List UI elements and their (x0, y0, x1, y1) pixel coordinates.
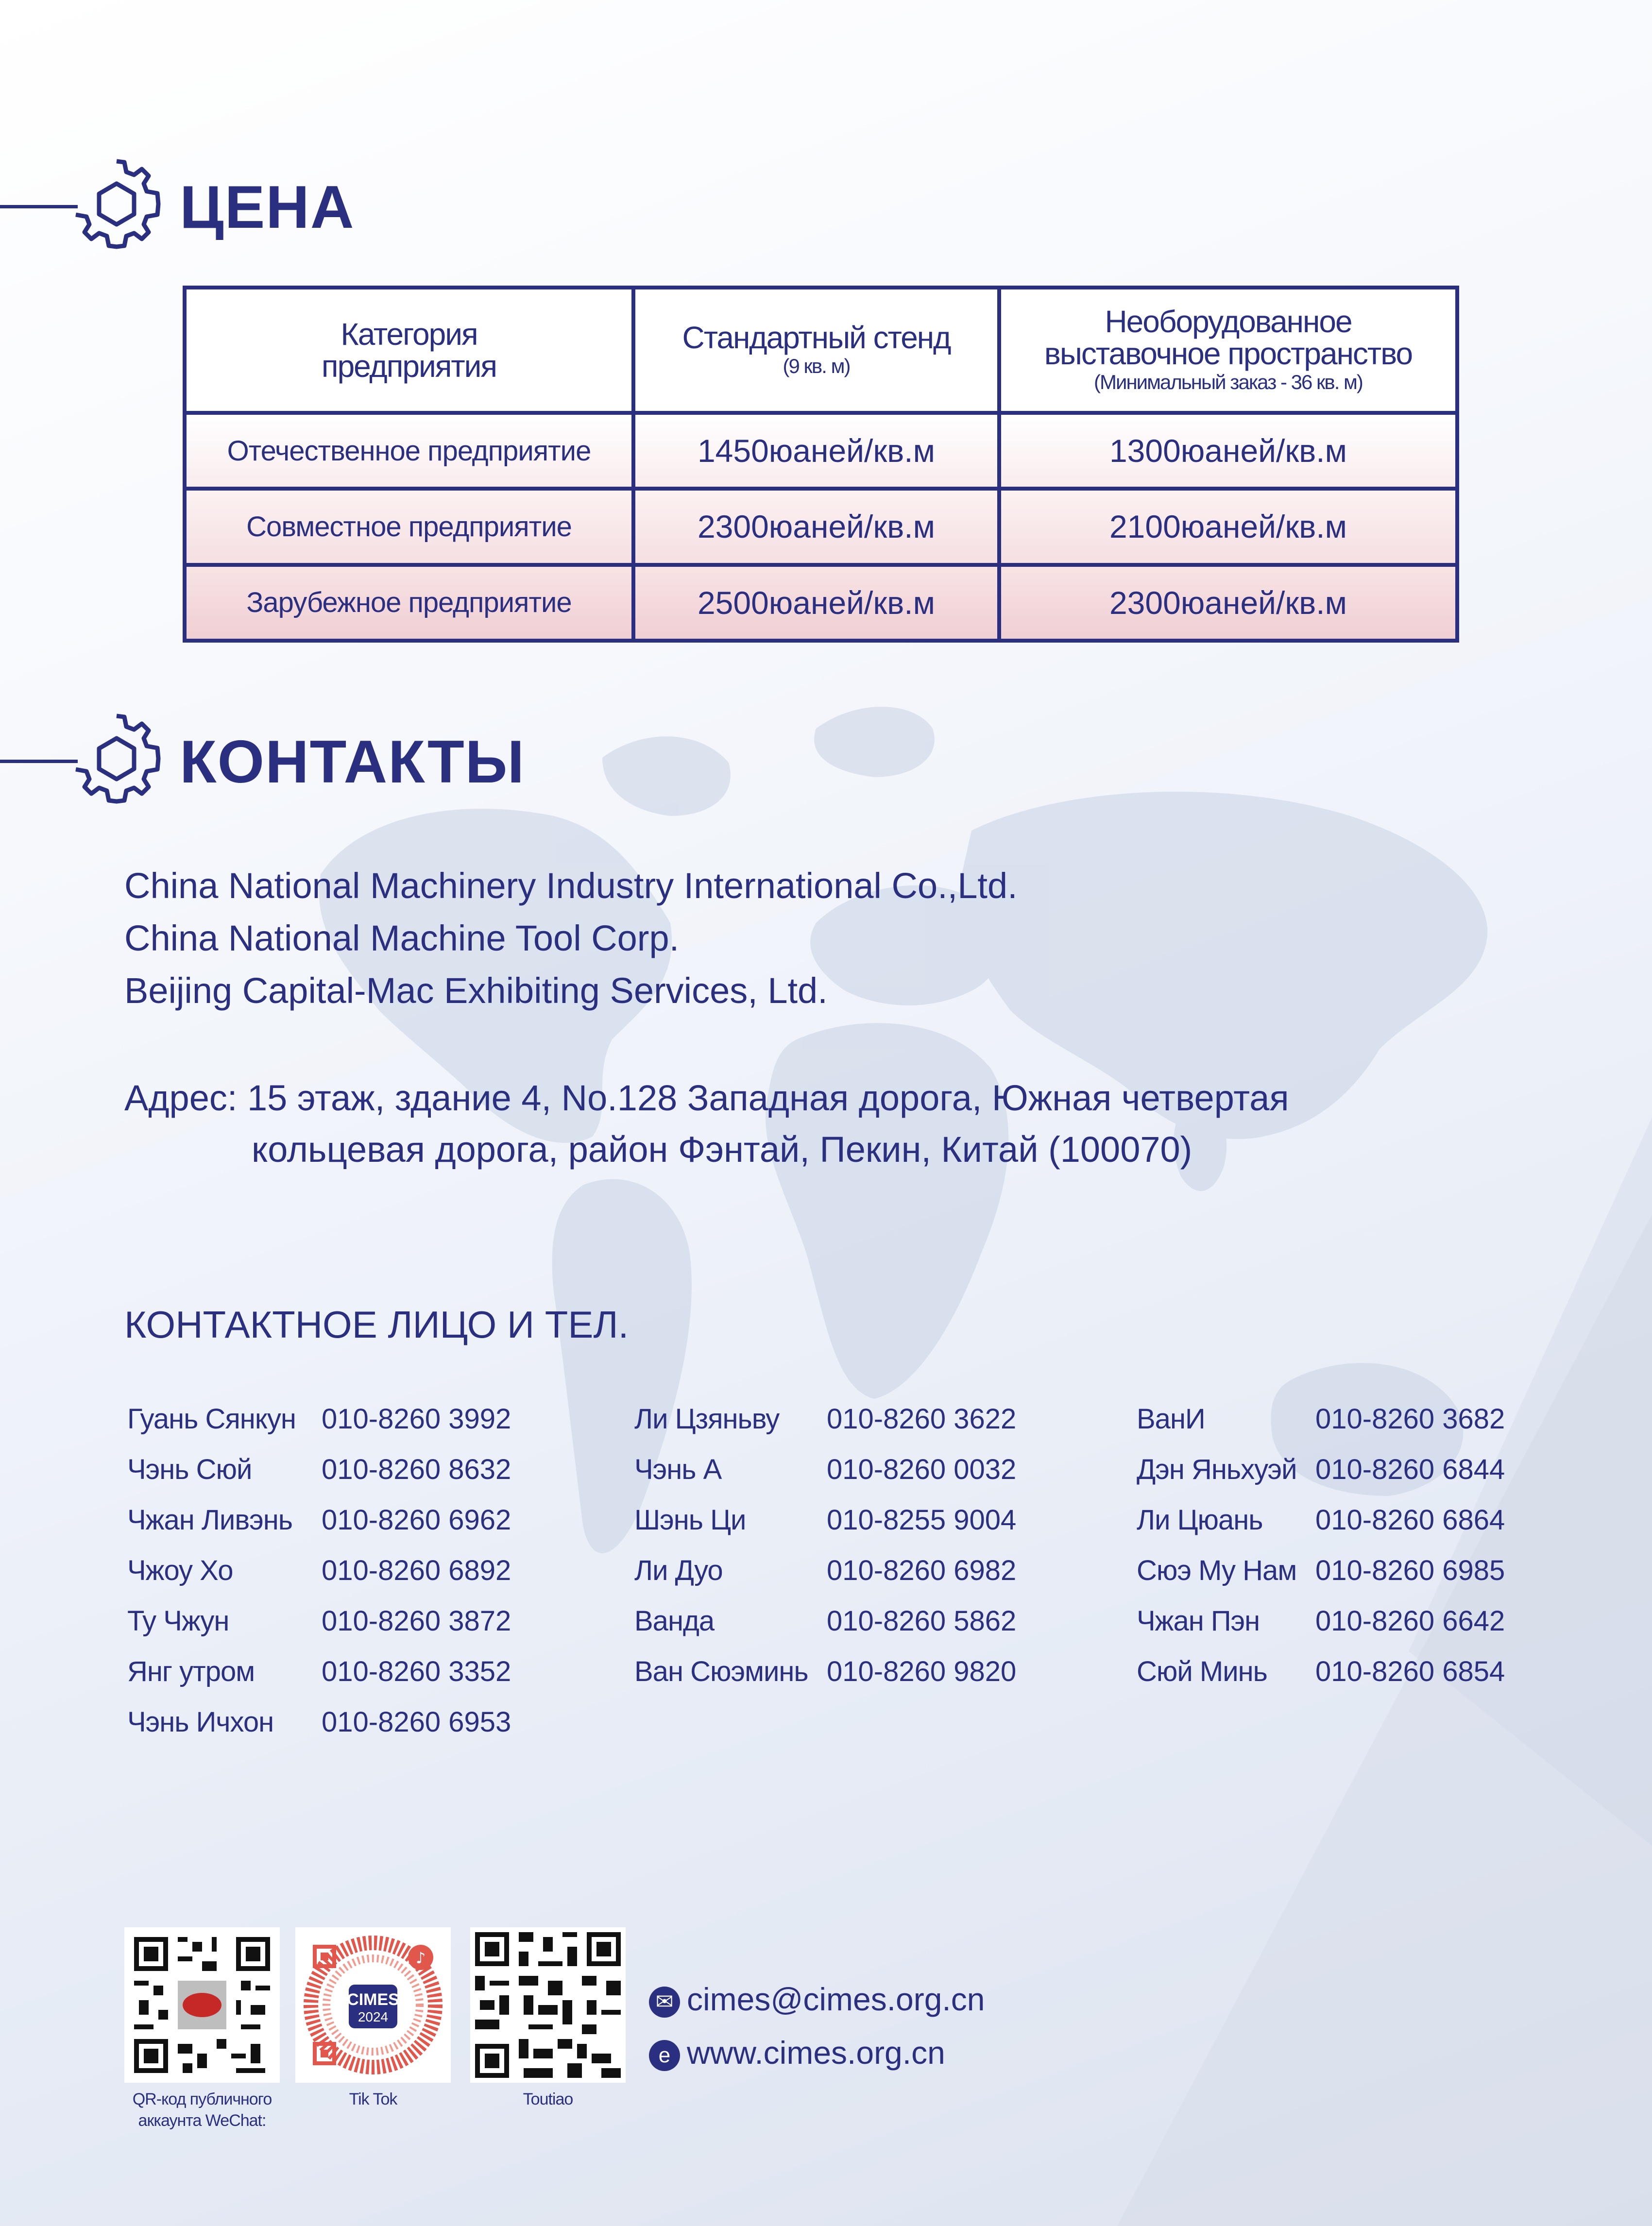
table-row (185, 565, 1457, 641)
contact-row (127, 1596, 555, 1647)
contact-name: ВанИ (1137, 1403, 1205, 1435)
address-line1: Адрес: 15 этаж, здание 4, No.128 Западная дорога, Южная четвертая (124, 1078, 1289, 1118)
contact-column-3 (1137, 1394, 1564, 1697)
contact-row (1137, 1444, 1564, 1495)
table-row (185, 489, 1457, 564)
contact-name: Ли Цзяньву (634, 1403, 780, 1435)
email-text: cimes@cimes.org.cn (687, 1981, 985, 2017)
contact-phone[interactable]: 010-8260 6844 (1315, 1454, 1505, 1485)
svg-text:♪: ♪ (415, 1949, 426, 1967)
contacts-title: КОНТАКТЫ (180, 729, 526, 796)
contact-name: Шэнь Ци (634, 1504, 746, 1536)
header-category (185, 288, 633, 413)
contact-name: Чэнь А (634, 1454, 722, 1485)
contact-name: Ванда (634, 1605, 715, 1637)
contact-phone[interactable]: 010-8260 6985 (1315, 1555, 1505, 1586)
contact-row (1137, 1596, 1564, 1647)
contact-phone[interactable]: 010-8260 8632 (322, 1454, 511, 1485)
row-raw-price: 1300юаней/кв.м (999, 413, 1457, 489)
contact-phone[interactable]: 010-8260 6892 (322, 1555, 511, 1586)
address (124, 1072, 1289, 1175)
wechat-qr-caption-line2: аккаунта WeChat: (138, 2111, 266, 2130)
contact-phone[interactable]: 010-8260 3682 (1315, 1403, 1505, 1435)
contact-row (1137, 1495, 1564, 1546)
contact-name: Чжан Пэн (1137, 1605, 1260, 1637)
row-standard-price: 2300юаней/кв.м (633, 489, 999, 564)
contact-phone[interactable]: 010-8260 6864 (1315, 1504, 1505, 1536)
contact-row (127, 1444, 555, 1495)
browser-e-icon: e (649, 2040, 680, 2071)
price-title: ЦЕНА (180, 174, 355, 241)
contact-name: Чэнь Ичхон (127, 1706, 274, 1738)
contact-phone[interactable]: 010-8260 6982 (827, 1555, 1017, 1586)
contact-name: Чэнь Сюй (127, 1454, 252, 1485)
contact-name: Ли Цюань (1137, 1504, 1263, 1536)
contact-row (127, 1647, 555, 1697)
email-link[interactable] (649, 1981, 985, 2018)
contact-name: Чжан Ливэнь (127, 1504, 292, 1536)
address-line2: кольцевая дорога, район Фэнтай, Пекин, Китай (100070) (252, 1129, 1192, 1170)
wechat-qr-caption (124, 2089, 280, 2131)
contact-row (634, 1647, 1062, 1697)
contact-phone[interactable]: 010-8260 6962 (322, 1504, 511, 1536)
contact-row (1137, 1394, 1564, 1444)
contact-row (634, 1546, 1062, 1596)
contact-name: Сюй Минь (1137, 1656, 1267, 1687)
qr-code-image (295, 1927, 451, 2083)
company-name: China National Machine Tool Corp. (124, 918, 680, 958)
gear-hexagon-icon (68, 710, 165, 807)
row-standard-price: 1450юаней/кв.м (633, 413, 999, 489)
contact-row (634, 1444, 1062, 1495)
envelope-icon: ✉ (649, 1987, 680, 2018)
contact-name: Гуань Сянкун (127, 1403, 296, 1435)
contact-row (634, 1394, 1062, 1444)
contact-phone[interactable]: 010-8260 3622 (827, 1403, 1017, 1435)
contact-phone[interactable]: 010-8260 6953 (322, 1706, 511, 1738)
header-standard-label: Стандартный стенд (682, 320, 951, 355)
gear-hexagon-icon (68, 155, 165, 253)
contact-name: Дэн Яньхуэй (1137, 1454, 1297, 1485)
contact-row (127, 1697, 555, 1748)
wechat-qr-code[interactable] (124, 1927, 280, 2083)
contact-column-2 (634, 1394, 1062, 1697)
tiktok-qr-caption: Tik Tok (349, 2090, 397, 2108)
contact-phone[interactable]: 010-8255 9004 (827, 1504, 1017, 1536)
company-list (124, 860, 1018, 1017)
wechat-qr-caption-line1: QR-код публичного (132, 2090, 272, 2108)
header-category-label: Категория предприятия (321, 317, 497, 384)
company-name: China National Machinery Industry International Co.,Ltd. (124, 866, 1018, 906)
row-raw-price: 2300юаней/кв.м (999, 565, 1457, 641)
qr-code-image (124, 1927, 280, 2083)
contact-name: Ван Сюэминь (634, 1656, 808, 1687)
contact-column-1 (127, 1394, 555, 1748)
contact-row (1137, 1546, 1564, 1596)
website-link[interactable] (649, 2034, 945, 2071)
header-raw-space (999, 288, 1457, 413)
toutiao-qr-caption: Toutiao (523, 2090, 573, 2108)
contact-name: Чжоу Хо (127, 1555, 233, 1586)
row-category: Отечественное предприятие (185, 413, 633, 489)
row-raw-price: 2100юаней/кв.м (999, 489, 1457, 564)
contact-row (127, 1394, 555, 1444)
contact-phone[interactable]: 010-8260 6854 (1315, 1656, 1505, 1687)
header-raw-sub: (Минимальный заказ - 36 кв. м) (1094, 371, 1362, 393)
persons-title: КОНТАКТНОЕ ЛИЦО И ТЕЛ. (124, 1303, 629, 1346)
price-table-header-row (185, 288, 1457, 413)
contact-name: Сюэ Му Нам (1137, 1555, 1297, 1586)
price-section-header (0, 155, 680, 262)
contact-row (634, 1495, 1062, 1546)
header-standard (633, 288, 999, 413)
contact-phone[interactable]: 010-8260 9820 (827, 1656, 1017, 1687)
contact-name: Янг утром (127, 1656, 255, 1687)
row-standard-price: 2500юаней/кв.м (633, 565, 999, 641)
contact-phone[interactable]: 010-8260 6642 (1315, 1605, 1505, 1637)
contact-row (634, 1596, 1062, 1647)
section-line (0, 205, 78, 208)
contact-phone[interactable]: 010-8260 3872 (322, 1605, 511, 1637)
contact-row (127, 1546, 555, 1596)
qr-code-image (470, 1927, 626, 2083)
price-table (183, 286, 1459, 643)
row-category: Совместное предприятие (185, 489, 633, 564)
header-standard-sub: (9 кв. м) (783, 355, 850, 377)
contact-name: Ту Чжун (127, 1605, 229, 1637)
contact-phone[interactable]: 010-8260 3992 (322, 1403, 511, 1435)
contact-row (127, 1495, 555, 1546)
section-line (0, 760, 78, 763)
contact-phone[interactable]: 010-8260 0032 (827, 1454, 1017, 1485)
header-raw-line2: выставочное пространство (1044, 336, 1413, 371)
header-raw-line1: Необорудованное (1105, 304, 1352, 339)
contact-name: Ли Дуо (634, 1555, 723, 1586)
table-row (185, 413, 1457, 489)
tiktok-logo-text: CIMES (347, 1990, 399, 2009)
tiktok-qr-code[interactable] (295, 1927, 451, 2083)
website-text: www.cimes.org.cn (687, 2035, 945, 2071)
contacts-section-header (0, 710, 680, 817)
contact-phone[interactable]: 010-8260 5862 (827, 1605, 1017, 1637)
contact-row (1137, 1647, 1564, 1697)
tiktok-logo-year: 2024 (358, 2009, 389, 2024)
toutiao-qr-code[interactable] (470, 1927, 626, 2083)
contact-phone[interactable]: 010-8260 3352 (322, 1656, 511, 1687)
row-category: Зарубежное предприятие (185, 565, 633, 641)
company-name: Beijing Capital-Mac Exhibiting Services, Ltd. (124, 970, 828, 1011)
